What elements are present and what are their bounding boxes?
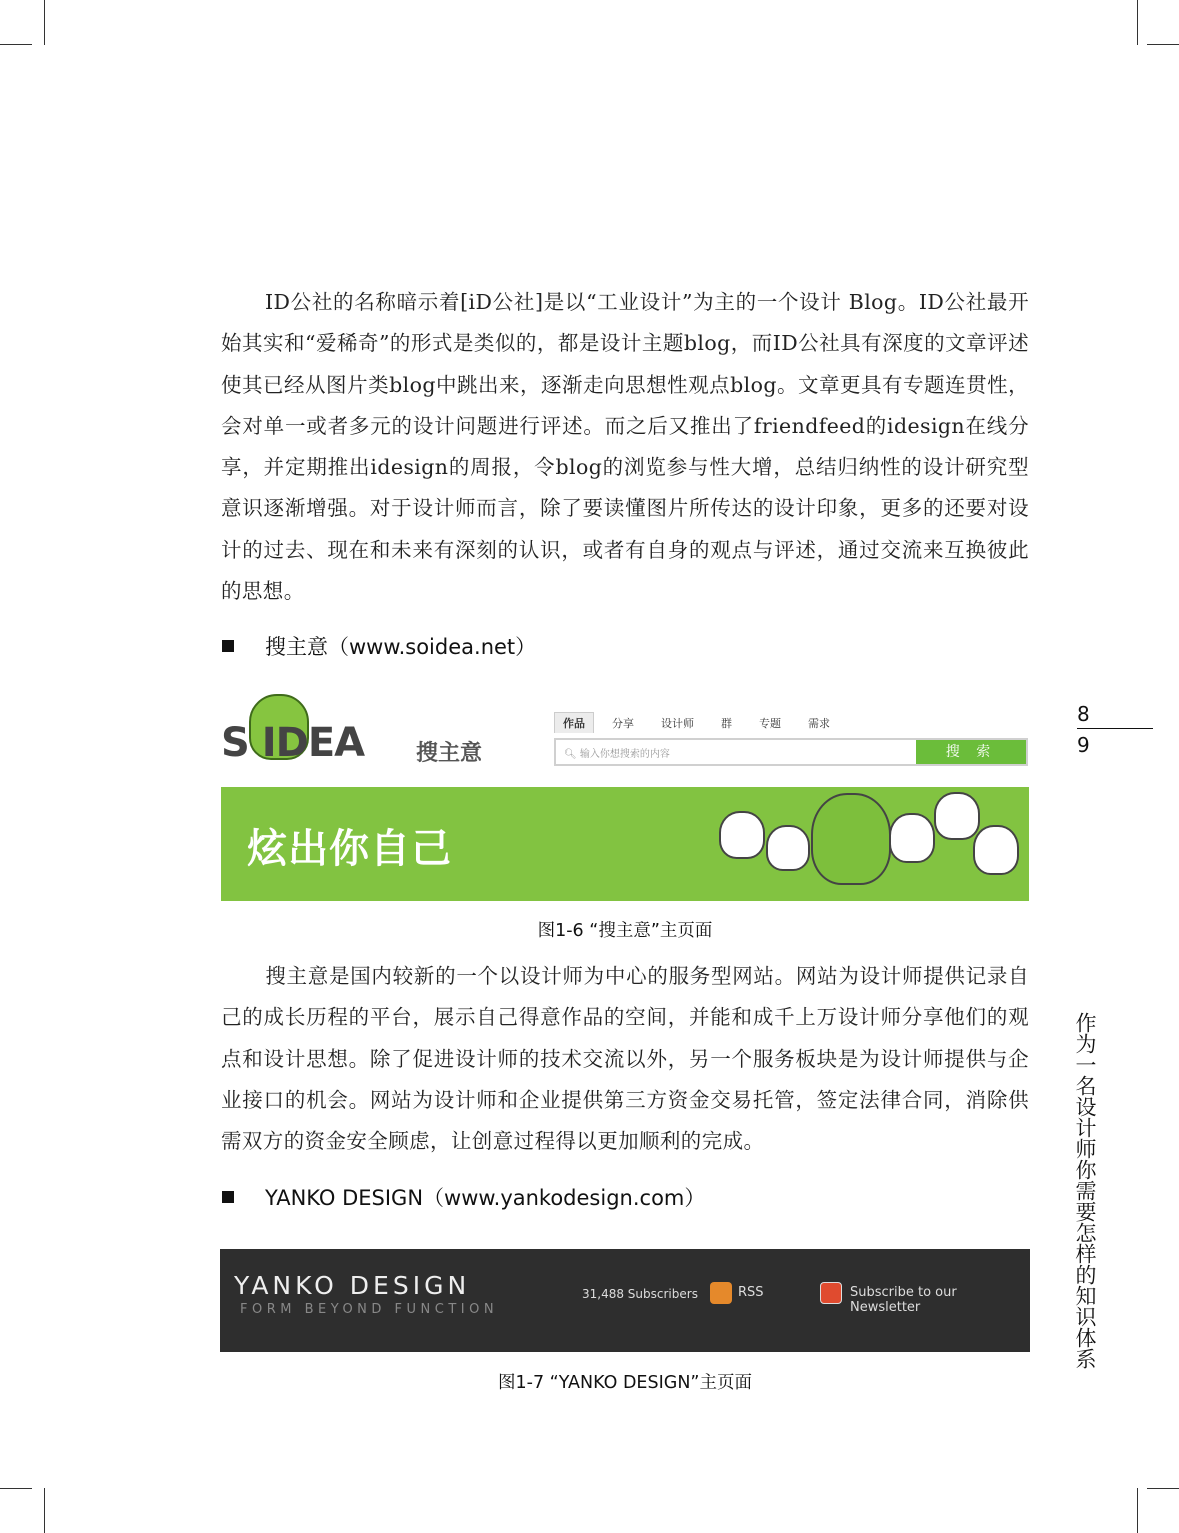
mascot-icon [766,825,810,871]
nav-tab-topics[interactable]: 专题 [759,717,781,730]
subscriber-count: 31,488 Subscribers [582,1287,698,1301]
soidea-nav [554,715,857,733]
bullet-square-icon [222,640,234,652]
yanko-tagline: FORM BEYOND FUNCTION [240,1302,499,1317]
search-input[interactable] [554,738,1028,766]
bullet-label: 搜主意（www.soidea.net） [265,635,537,659]
figure-caption: 图1-7 “YANKO DESIGN”主页面 [498,1373,752,1393]
nav-tab-share[interactable]: 分享 [612,717,634,730]
nav-tab-designers[interactable]: 设计师 [661,717,694,730]
crop-mark [1147,44,1179,45]
crop-mark [44,0,45,45]
page-number-divider [1077,728,1153,729]
nav-tab-demands[interactable]: 需求 [808,717,830,730]
soidea-banner [221,787,1029,901]
mascot-icon [719,811,765,859]
figure-caption: 图1-6 “搜主意”主页面 [537,921,713,941]
mascot-icon [811,793,891,885]
search-placeholder: 🔍︎ 输入你想搜索的内容 [564,749,670,760]
yanko-logo-title: YANKO DESIGN [234,1271,471,1300]
paragraph-id-commune [221,282,1029,612]
newsletter-link[interactable]: Subscribe to our Newsletter [850,1285,957,1315]
rss-icon[interactable] [710,1282,732,1304]
bullet-square-icon [222,1191,234,1203]
crop-mark [1147,1488,1179,1489]
paragraph-soidea [221,956,1029,1162]
crop-mark [44,1488,45,1533]
page-number-left: 8 [1077,702,1090,726]
bullet-yanko [222,1182,705,1212]
logo-chinese: 搜主意 [416,741,483,766]
crop-mark [1137,0,1138,45]
chapter-spine-title: 作为一名设计师你需要怎样的知识体系 [1073,1012,1097,1369]
nav-tab-works[interactable]: 作品 [554,712,594,733]
paragraph-text: ID公社的名称暗示着[iD公社]是以“工业设计”为主的一个设计 Blog。ID公社最开始其实和“爱稀奇”的形式是类似的，都是设计主题blog，而ID公社具有深度的文章评述使其已经从图片类blog中跳出来，逐渐走向思想性观点blog。文章更具有专题连贯性，会对单一或者多元的设计问题进行评述。而之后又推出了friendfeed的idesign在线分享，并定期推出idesign的周报，令blog的浏览参与性大增，总结归纳性的设计研究型意识逐渐增强。对于设计师而言，除了要读懂图片所传达的设计印象，更多的还要对设计的过去、现在和未来有深刻的认识，或者有自身的观点与评述，通过交流来互换彼此的思想。 [221,290,1029,604]
newsletter-icon[interactable] [820,1282,842,1304]
paragraph-text: 搜主意是国内较新的一个以设计师为中心的服务型网站。网站为设计师提供记录自己的成长历程的平台，展示自己得意作品的空间，并能和成千上万设计师分享他们的观点和设计思想。除了促进设计师的技术交流以外，另一个服务板块是为设计师提供与企业接口的机会。网站为设计师和企业提供第三方资金交易托管，签定法律合同，消除供需双方的资金安全顾虑，让创意过程得以更加顺利的完成。 [221,964,1029,1154]
search-button[interactable]: 搜 索 [916,740,1026,764]
crop-mark [1137,1488,1138,1533]
yanko-header [220,1249,1030,1352]
soidea-logo [221,690,491,782]
banner-slogan: 炫出你自己 [247,826,452,872]
crop-mark [0,44,32,45]
bullet-label: YANKO DESIGN（www.yankodesign.com） [265,1186,706,1210]
rss-link[interactable]: RSS [738,1285,764,1300]
mascot-icon [973,825,1019,875]
mascot-icon [934,792,980,840]
crop-mark [0,1488,32,1489]
soidea-header [221,690,1029,782]
logo-text: S IDEA [221,720,365,766]
bullet-soidea [222,631,536,661]
mascot-icon [889,813,935,863]
page-number-right: 9 [1077,733,1090,757]
nav-tab-groups[interactable]: 群 [721,717,732,730]
